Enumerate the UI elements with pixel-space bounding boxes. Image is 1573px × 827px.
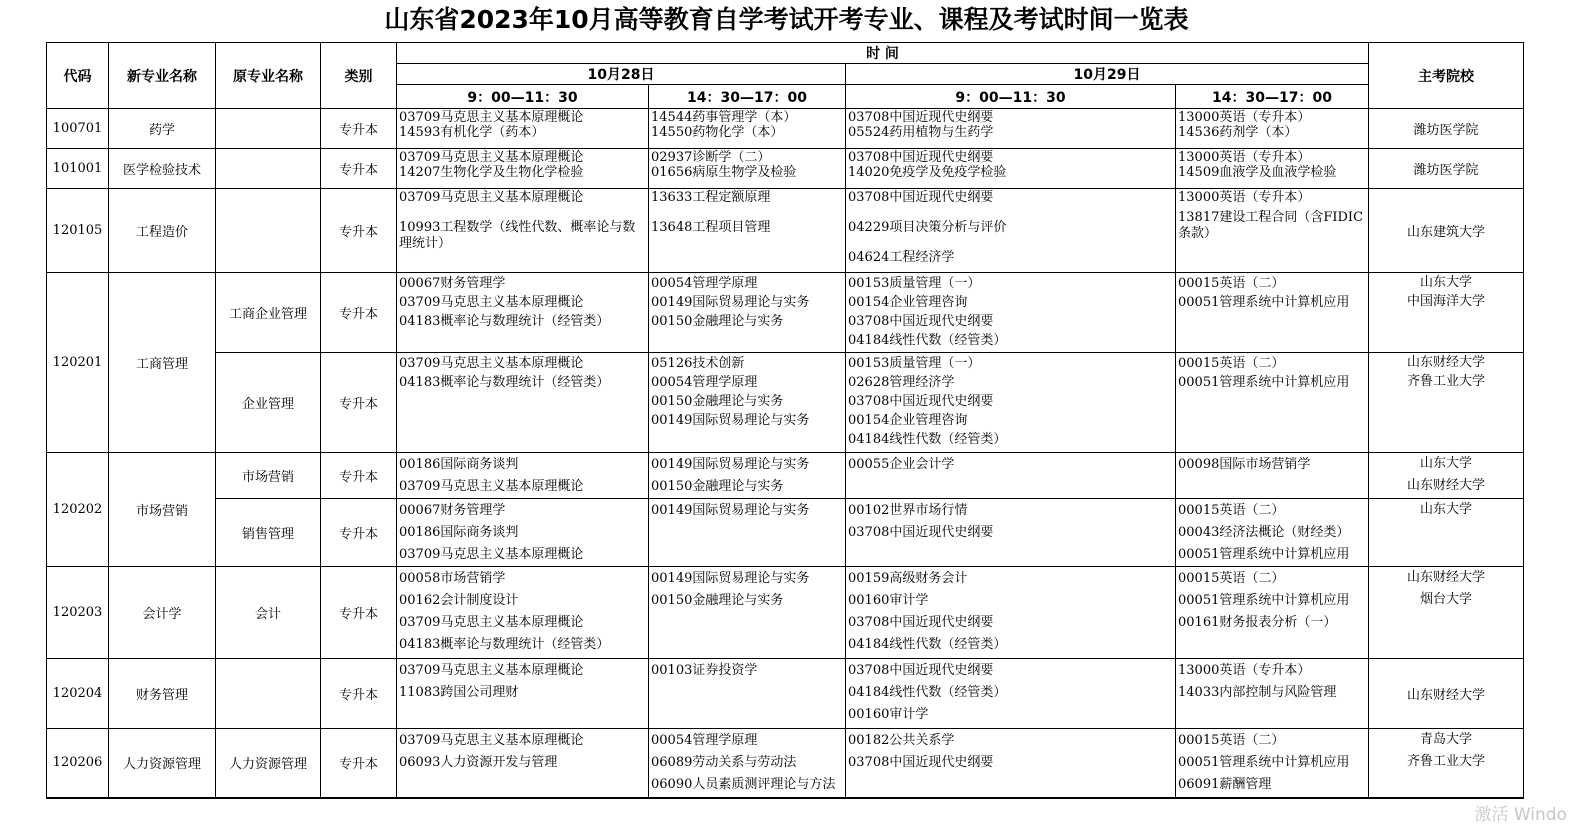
course: 03709马克思主义基本原理概论 bbox=[399, 110, 584, 125]
course: 14536药剂学（本） bbox=[1178, 125, 1298, 140]
courses-oct29-pm bbox=[1176, 189, 1369, 273]
courses-oct28-am bbox=[397, 567, 649, 659]
course: 03708中国近现代史纲要 bbox=[848, 394, 994, 409]
courses-oct29-am bbox=[846, 659, 1176, 729]
courses-oct28-am bbox=[397, 109, 649, 149]
course: 03709马克思主义基本原理概论 bbox=[399, 150, 584, 165]
school-name: 山东建筑大学 bbox=[1406, 225, 1485, 240]
course: 14033内部控制与风险管理 bbox=[1178, 685, 1337, 700]
header-date-oct28: 10月28日 bbox=[397, 64, 846, 85]
course: 00055企业会计学 bbox=[848, 457, 955, 472]
major-code: 120206 bbox=[47, 729, 109, 798]
table-row bbox=[47, 499, 1524, 567]
exam-school bbox=[1369, 499, 1524, 567]
old-major-name: 会计 bbox=[216, 567, 321, 659]
old-major-name bbox=[216, 149, 321, 189]
course: 00154企业管理咨询 bbox=[848, 413, 968, 428]
course: 00015英语（二） bbox=[1178, 356, 1285, 371]
courses-oct28-pm bbox=[649, 189, 846, 273]
courses-oct29-am bbox=[846, 729, 1176, 798]
course: 00067财务管理学 bbox=[399, 503, 506, 518]
course: 00153质量管理（一） bbox=[848, 356, 981, 371]
course: 00149国际贸易理论与实务 bbox=[651, 413, 810, 428]
course: 13000英语（专升本） bbox=[1178, 190, 1311, 205]
course: 03709马克思主义基本原理概论 bbox=[399, 356, 584, 371]
school-name: 山东财经大学 bbox=[1406, 355, 1485, 370]
course: 03708中国近现代史纲要 bbox=[848, 755, 994, 770]
course: 00153质量管理（一） bbox=[848, 276, 981, 291]
course: 13633工程定额原理 bbox=[651, 190, 771, 205]
course: 10993工程数学（线性代数、概率论与数理统计） bbox=[399, 220, 636, 251]
course: 14544药事管理学（本） bbox=[651, 110, 797, 125]
course: 14550药物化学（本） bbox=[651, 125, 784, 140]
category: 专升本 bbox=[321, 149, 397, 189]
major-code: 100701 bbox=[47, 109, 109, 149]
school-name: 山东大学 bbox=[1419, 456, 1472, 471]
course: 14509血液学及血液学检验 bbox=[1178, 165, 1337, 180]
major-code: 101001 bbox=[47, 149, 109, 189]
course: 00015英语（二） bbox=[1178, 503, 1285, 518]
table-row bbox=[47, 567, 1524, 659]
course: 00149国际贸易理论与实务 bbox=[651, 295, 810, 310]
courses-oct28-am bbox=[397, 189, 649, 273]
course: 00162会计制度设计 bbox=[399, 593, 519, 608]
exam-schedule-table bbox=[46, 42, 1524, 799]
courses-oct29-pm bbox=[1176, 353, 1369, 453]
courses-oct29-am bbox=[846, 149, 1176, 189]
courses-oct28-am bbox=[397, 273, 649, 353]
courses-oct29-pm bbox=[1176, 273, 1369, 353]
course: 00186国际商务谈判 bbox=[399, 525, 519, 540]
header-code: 代码 bbox=[47, 43, 109, 109]
old-major-name bbox=[216, 109, 321, 149]
courses-oct28-pm bbox=[649, 567, 846, 659]
old-major-name: 工商企业管理 bbox=[216, 273, 321, 353]
course: 01656病原生物学及检验 bbox=[651, 165, 797, 180]
courses-oct29-am bbox=[846, 499, 1176, 567]
school-name: 齐鲁工业大学 bbox=[1406, 754, 1485, 769]
course: 04183概率论与数理统计（经管类） bbox=[399, 375, 610, 390]
page-title: 山东省2023年10月高等教育自学考试开考专业、课程及考试时间一览表 bbox=[384, 5, 1189, 34]
course: 00054管理学原理 bbox=[651, 375, 758, 390]
old-major-name: 企业管理 bbox=[216, 353, 321, 453]
courses-oct29-pm bbox=[1176, 729, 1369, 798]
course: 00051管理系统中计算机应用 bbox=[1178, 755, 1350, 770]
course: 00150金融理论与实务 bbox=[651, 394, 784, 409]
course: 11083跨国公司理财 bbox=[399, 685, 519, 700]
course: 04184线性代数（经管类） bbox=[848, 685, 1007, 700]
courses-oct28-pm bbox=[649, 499, 846, 567]
courses-oct28-pm bbox=[649, 353, 846, 453]
course: 05126技术创新 bbox=[651, 356, 745, 371]
course: 05524药用植物与生药学 bbox=[848, 125, 994, 140]
category: 专升本 bbox=[321, 353, 397, 453]
windows-activation-watermark: 激活 Windo bbox=[1474, 805, 1567, 825]
major-code: 120203 bbox=[47, 567, 109, 659]
courses-oct29-am bbox=[846, 273, 1176, 353]
course: 06091薪酬管理 bbox=[1178, 777, 1272, 792]
table-row bbox=[47, 729, 1524, 798]
course: 03708中国近现代史纲要 bbox=[848, 314, 994, 329]
courses-oct28-pm bbox=[649, 273, 846, 353]
course: 13000英语（专升本） bbox=[1178, 150, 1311, 165]
course: 00015英语（二） bbox=[1178, 733, 1285, 748]
table-row bbox=[47, 189, 1524, 273]
course: 00067财务管理学 bbox=[399, 276, 506, 291]
courses-oct29-pm bbox=[1176, 499, 1369, 567]
category: 专升本 bbox=[321, 499, 397, 567]
header-new-major: 新专业名称 bbox=[109, 43, 216, 109]
table-row bbox=[47, 353, 1524, 453]
courses-oct29-am bbox=[846, 109, 1176, 149]
new-major-name: 药学 bbox=[109, 109, 216, 149]
courses-oct28-am bbox=[397, 729, 649, 798]
course: 13648工程项目管理 bbox=[651, 220, 771, 235]
courses-oct28-pm bbox=[649, 149, 846, 189]
new-major-name: 市场营销 bbox=[109, 453, 216, 567]
course: 00043经济法概论（财经类） bbox=[1178, 525, 1350, 540]
exam-school bbox=[1369, 729, 1524, 798]
major-code: 120201 bbox=[47, 273, 109, 453]
courses-oct29-pm bbox=[1176, 109, 1369, 149]
course: 03708中国近现代史纲要 bbox=[848, 615, 994, 630]
header-category: 类别 bbox=[321, 43, 397, 109]
courses-oct28-pm bbox=[649, 453, 846, 499]
course: 00150金融理论与实务 bbox=[651, 593, 784, 608]
course: 00160审计学 bbox=[848, 593, 929, 608]
category: 专升本 bbox=[321, 729, 397, 798]
course: 14593有机化学（药本） bbox=[399, 125, 545, 140]
header-slot-oct28-pm: 14：30—17：00 bbox=[649, 85, 846, 109]
course: 14207生物化学及生物化学检验 bbox=[399, 165, 584, 180]
school-name: 山东财经大学 bbox=[1406, 570, 1485, 585]
course: 13817建设工程合同（含FIDIC条款） bbox=[1178, 210, 1364, 241]
category: 专升本 bbox=[321, 273, 397, 353]
course: 00015英语（二） bbox=[1178, 276, 1285, 291]
courses-oct29-am bbox=[846, 567, 1176, 659]
course: 00159高级财务会计 bbox=[848, 571, 968, 586]
school-name: 青岛大学 bbox=[1419, 732, 1472, 747]
school-name: 潍坊医学院 bbox=[1413, 123, 1479, 138]
course: 00149国际贸易理论与实务 bbox=[651, 571, 810, 586]
school-name: 山东大学 bbox=[1419, 275, 1472, 290]
table-row bbox=[47, 659, 1524, 729]
exam-school bbox=[1369, 453, 1524, 499]
course: 03708中国近现代史纲要 bbox=[848, 190, 994, 205]
courses-oct28-am bbox=[397, 149, 649, 189]
course: 13000英语（专升本） bbox=[1178, 110, 1311, 125]
old-major-name: 销售管理 bbox=[216, 499, 321, 567]
header-slot-oct28-am: 9：00—11：30 bbox=[397, 85, 649, 109]
course: 00015英语（二） bbox=[1178, 571, 1285, 586]
course: 03709马克思主义基本原理概论 bbox=[399, 190, 584, 205]
courses-oct29-am bbox=[846, 453, 1176, 499]
category: 专升本 bbox=[321, 567, 397, 659]
courses-oct28-pm bbox=[649, 729, 846, 798]
new-major-name: 财务管理 bbox=[109, 659, 216, 729]
course: 03708中国近现代史纲要 bbox=[848, 150, 994, 165]
course: 03708中国近现代史纲要 bbox=[848, 525, 994, 540]
course: 03708中国近现代史纲要 bbox=[848, 663, 994, 678]
courses-oct28-pm bbox=[649, 109, 846, 149]
course: 04184线性代数（经管类） bbox=[848, 637, 1007, 652]
course: 00103证券投资学 bbox=[651, 663, 758, 678]
course: 04229项目决策分析与评价 bbox=[848, 220, 1007, 235]
school-name: 齐鲁工业大学 bbox=[1406, 374, 1485, 389]
course: 13000英语（专升本） bbox=[1178, 663, 1311, 678]
course: 00149国际贸易理论与实务 bbox=[651, 457, 810, 472]
courses-oct28-am bbox=[397, 659, 649, 729]
new-major-name: 会计学 bbox=[109, 567, 216, 659]
course: 06090人员素质测评理论与方法 bbox=[651, 777, 836, 792]
course: 00150金融理论与实务 bbox=[651, 479, 784, 494]
school-name: 山东财经大学 bbox=[1406, 688, 1485, 703]
major-code: 120202 bbox=[47, 453, 109, 567]
major-code: 120204 bbox=[47, 659, 109, 729]
category: 专升本 bbox=[321, 453, 397, 499]
exam-school bbox=[1369, 353, 1524, 453]
exam-school bbox=[1369, 189, 1524, 273]
course: 00161财务报表分析（一） bbox=[1178, 615, 1337, 630]
school-name: 潍坊医学院 bbox=[1413, 163, 1479, 178]
table-row bbox=[47, 453, 1524, 499]
course: 00149国际贸易理论与实务 bbox=[651, 503, 810, 518]
course: 00102世界市场行情 bbox=[848, 503, 968, 518]
courses-oct29-am bbox=[846, 353, 1176, 453]
course: 04183概率论与数理统计（经管类） bbox=[399, 637, 610, 652]
courses-oct28-am bbox=[397, 453, 649, 499]
course: 00182公共关系学 bbox=[848, 733, 955, 748]
category: 专升本 bbox=[321, 109, 397, 149]
course: 03709马克思主义基本原理概论 bbox=[399, 733, 584, 748]
header-slot-oct29-am: 9：00—11：30 bbox=[846, 85, 1176, 109]
old-major-name bbox=[216, 659, 321, 729]
course: 04624工程经济学 bbox=[848, 250, 955, 265]
exam-school bbox=[1369, 149, 1524, 189]
course: 00054管理学原理 bbox=[651, 733, 758, 748]
school-name: 山东财经大学 bbox=[1406, 478, 1485, 493]
course: 00098国际市场营销学 bbox=[1178, 457, 1311, 472]
old-major-name: 市场营销 bbox=[216, 453, 321, 499]
courses-oct29-pm bbox=[1176, 567, 1369, 659]
exam-school bbox=[1369, 273, 1524, 353]
school-name: 中国海洋大学 bbox=[1406, 294, 1485, 309]
course: 00051管理系统中计算机应用 bbox=[1178, 295, 1350, 310]
course: 04184线性代数（经管类） bbox=[848, 432, 1007, 447]
course: 03709马克思主义基本原理概论 bbox=[399, 547, 584, 562]
course: 04184线性代数（经管类） bbox=[848, 333, 1007, 348]
course: 00160审计学 bbox=[848, 707, 929, 722]
new-major-name: 人力资源管理 bbox=[109, 729, 216, 798]
courses-oct28-am bbox=[397, 499, 649, 567]
course: 03709马克思主义基本原理概论 bbox=[399, 479, 584, 494]
course: 02628管理经济学 bbox=[848, 375, 955, 390]
table-row bbox=[47, 149, 1524, 189]
header-school: 主考院校 bbox=[1369, 43, 1524, 109]
new-major-name: 工程造价 bbox=[109, 189, 216, 273]
header-old-major: 原专业名称 bbox=[216, 43, 321, 109]
courses-oct29-pm bbox=[1176, 149, 1369, 189]
category: 专升本 bbox=[321, 659, 397, 729]
course: 14020免疫学及免疫学检验 bbox=[848, 165, 1007, 180]
course: 03709马克思主义基本原理概论 bbox=[399, 295, 584, 310]
table-row bbox=[47, 273, 1524, 353]
school-name: 山东大学 bbox=[1419, 502, 1472, 517]
course: 00051管理系统中计算机应用 bbox=[1178, 593, 1350, 608]
school-name: 烟台大学 bbox=[1419, 592, 1472, 607]
courses-oct29-am bbox=[846, 189, 1176, 273]
course: 00058市场营销学 bbox=[399, 571, 506, 586]
course: 00051管理系统中计算机应用 bbox=[1178, 375, 1350, 390]
exam-school bbox=[1369, 659, 1524, 729]
course: 00154企业管理咨询 bbox=[848, 295, 968, 310]
table-row bbox=[47, 109, 1524, 149]
courses-oct28-pm bbox=[649, 659, 846, 729]
major-code: 120105 bbox=[47, 189, 109, 273]
course: 03708中国近现代史纲要 bbox=[848, 110, 994, 125]
new-major-name: 工商管理 bbox=[109, 273, 216, 453]
course: 00054管理学原理 bbox=[651, 276, 758, 291]
course: 00150金融理论与实务 bbox=[651, 314, 784, 329]
course: 03709马克思主义基本原理概论 bbox=[399, 615, 584, 630]
course: 02937诊断学（二） bbox=[651, 150, 771, 165]
old-major-name: 人力资源管理 bbox=[216, 729, 321, 798]
header-time: 时 间 bbox=[397, 43, 1369, 64]
courses-oct28-am bbox=[397, 353, 649, 453]
new-major-name: 医学检验技术 bbox=[109, 149, 216, 189]
course: 06093人力资源开发与管理 bbox=[399, 755, 558, 770]
courses-oct29-pm bbox=[1176, 659, 1369, 729]
course: 00051管理系统中计算机应用 bbox=[1178, 547, 1350, 562]
category: 专升本 bbox=[321, 189, 397, 273]
exam-school bbox=[1369, 109, 1524, 149]
course: 03709马克思主义基本原理概论 bbox=[399, 663, 584, 678]
exam-school bbox=[1369, 567, 1524, 659]
old-major-name bbox=[216, 189, 321, 273]
header-date-oct29: 10月29日 bbox=[846, 64, 1369, 85]
course: 04183概率论与数理统计（经管类） bbox=[399, 314, 610, 329]
course: 06089劳动关系与劳动法 bbox=[651, 755, 797, 770]
courses-oct29-pm bbox=[1176, 453, 1369, 499]
course: 00186国际商务谈判 bbox=[399, 457, 519, 472]
header-slot-oct29-pm: 14：30—17：00 bbox=[1176, 85, 1369, 109]
